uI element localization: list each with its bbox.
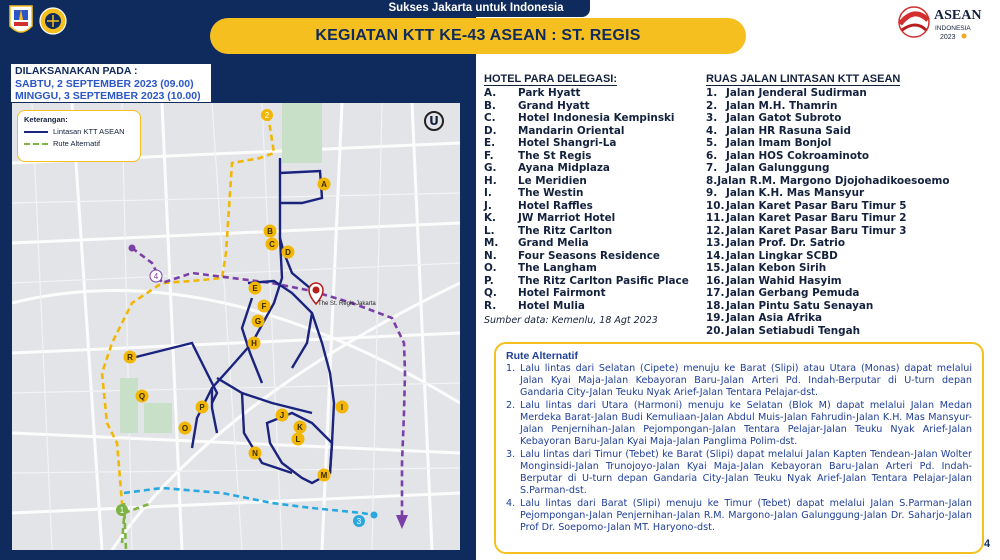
hotel-marker-letter: A (321, 180, 327, 189)
alternative-route-item (506, 449, 972, 497)
road-list-item (706, 87, 946, 100)
hotel-letter: F. (484, 149, 494, 162)
hotel-list-item (484, 275, 704, 288)
road-number: 11. (706, 212, 725, 224)
alternative-route-text: Lalu lintas dari Utara (Harmoni) menuju ke Selatan (Blok M) dapat melalui Jalan Medan Merdeka Barat-Jalan Budi Kemuliaan-Jalan Abdul Muis-Jalan Fahrudin-Jalan K.H. Mas Mansyur-Jalan Penjernihan-Jalan Pejompongan-Jalan Tentara Pelajar-Jalan Teuku Nyak Arief-Jalan Kebayoran Baru-Jalan Kyai Maja-Jalan Panglima Polim-dst. (520, 400, 972, 447)
hotel-marker-letter: H (251, 339, 257, 348)
hotel-name: Ayana Midplaza (518, 162, 610, 174)
hotel-name: Hotel Indonesia Kempinski (518, 112, 675, 124)
road-list-item (706, 225, 946, 238)
road-list-item (706, 262, 946, 275)
hotel-marker-letter: P (199, 403, 205, 412)
hotel-marker-letter: C (269, 240, 275, 249)
legend-title: Keterangan: (24, 115, 68, 124)
road-name: Jalan Gatot Subroto (726, 112, 842, 124)
road-number: 4. (706, 124, 718, 137)
alternative-route-item (506, 363, 972, 399)
hotel-name: Hotel Fairmont (518, 287, 606, 299)
road-list (706, 67, 950, 337)
road-number: 18. (706, 299, 725, 312)
hotel-name: Hotel Shangri-La (518, 137, 617, 149)
hotel-marker-q (136, 390, 149, 403)
hotel-marker-p (196, 401, 209, 414)
hotel-letter: C. (484, 112, 496, 124)
road-name: Jalan Karet Pasar Baru Timur 2 (726, 212, 907, 224)
page-number: 4 (984, 538, 991, 550)
hotel-marker-letter: M (320, 471, 328, 480)
alternative-route-number: 2. (506, 400, 516, 411)
hotel-marker-letter: E (252, 284, 258, 293)
road-list-item (706, 212, 946, 225)
road-number: 3. (706, 112, 718, 124)
asean-indonesia-2023-logo (888, 2, 998, 44)
road-number: 8. (706, 174, 718, 187)
hotel-marker-c (266, 238, 279, 251)
road-number: 20. (706, 324, 725, 337)
hotel-marker-m (318, 469, 331, 482)
hotel-marker-letter: D (285, 248, 291, 257)
hotel-marker-d (282, 246, 295, 259)
hotel-marker-f (258, 300, 271, 313)
road-name: Jalan Asia Afrika (726, 312, 823, 324)
hotel-list-item (484, 212, 704, 225)
route-number-3: 3 (356, 517, 362, 526)
hotel-name: Grand Hyatt (518, 99, 590, 112)
hotel-name: Mandarin Oriental (518, 124, 625, 137)
hotel-marker-letter: B (267, 227, 273, 236)
hotel-marker-k (294, 421, 307, 434)
road-number: 17. (706, 287, 725, 299)
road-list-item (706, 325, 946, 338)
hotel-letter: N. (484, 249, 497, 262)
hotel-marker-letter: F (261, 302, 267, 311)
road-list-item (706, 312, 946, 325)
legend-item-alt-route (24, 139, 134, 148)
hotel-name: Park Hyatt (518, 87, 581, 99)
hotel-marker-h (248, 337, 261, 350)
alternative-route-item (506, 400, 972, 448)
hotel-list-item (484, 137, 704, 150)
road-list-item (706, 100, 946, 113)
alternative-routes-title: Rute Alternatif (506, 350, 578, 362)
hotel-marker-letter: L (295, 435, 301, 444)
hotel-marker-i (336, 401, 349, 414)
hotel-marker-g (252, 315, 265, 328)
hotel-letter: D. (484, 124, 497, 137)
hotel-name: The Langham (518, 262, 597, 274)
hotel-letter: A. (484, 87, 497, 99)
road-name: Jalan HOS Cokroaminoto (726, 149, 870, 162)
hotel-name: Grand Melia (518, 237, 589, 249)
route-map (12, 103, 460, 550)
hotel-name: Hotel Mulia (518, 299, 585, 312)
road-list-item (706, 125, 946, 138)
road-name: Jalan Lingkar SCBD (726, 249, 838, 262)
road-number: 2. (706, 99, 718, 112)
route-number-1: 1 (119, 506, 125, 515)
hotel-marker-letter: N (252, 449, 258, 458)
hotel-name: Hotel Raffles (518, 199, 593, 212)
road-name: Jalan R.M. Margono Djojohadikoesoemo (717, 174, 950, 187)
svg-text:ASEAN: ASEAN (934, 8, 982, 23)
hotel-letter: G. (484, 162, 497, 174)
hotel-list-item (484, 225, 704, 238)
road-list-item (706, 112, 946, 125)
hotel-list-item (484, 125, 704, 138)
schedule-date-2: MINGGU, 3 SEPTEMBER 2023 (10.00) (15, 90, 201, 102)
hotel-letter: P. (484, 274, 494, 287)
hotel-letter: R. (484, 299, 497, 312)
hotel-marker-letter: J (279, 411, 285, 420)
hotel-list-title: HOTEL PARA DELEGASI: (484, 73, 618, 85)
ministry-emblem-icon (38, 6, 68, 36)
hotel-list (484, 67, 704, 326)
road-name: Jalan Karet Pasar Baru Timur 3 (726, 224, 907, 237)
road-name: Jalan M.H. Thamrin (726, 99, 838, 112)
hotel-name: Le Meridien (518, 174, 587, 187)
hotel-name: JW Marriot Hotel (518, 212, 616, 224)
road-number: 6. (706, 149, 718, 162)
hotel-letter: H. (484, 174, 497, 187)
road-number: 13. (706, 237, 725, 249)
road-name: Jalan K.H. Mas Mansyur (726, 187, 865, 199)
hotel-name: The Ritz Carlton (518, 224, 613, 237)
hotel-marker-l (292, 433, 305, 446)
road-number: 5. (706, 137, 718, 149)
hotel-list-item (484, 87, 704, 100)
legend-label-alt: Rute Alternatif (53, 139, 101, 148)
hotel-letter: L. (484, 224, 495, 237)
svg-text:2023: 2023 (940, 34, 956, 41)
hotel-list-item (484, 237, 704, 250)
hotel-marker-letter: I (340, 403, 344, 412)
road-number: 9. (706, 187, 718, 199)
hotel-marker-n (249, 447, 262, 460)
hotel-source-note: Sumber data: Kemenlu, 18 Agt 2023 (484, 315, 658, 326)
legend-line-alt (24, 143, 48, 145)
hotel-letter: I. (484, 187, 492, 199)
hotel-list-item (484, 162, 704, 175)
schedule-box (11, 64, 211, 102)
hotel-marker-a (318, 178, 331, 191)
hotel-marker-letter: O (181, 424, 189, 433)
road-name: Jalan HR Rasuna Said (726, 124, 851, 137)
legend-label-main: Lintasan KTT ASEAN (53, 127, 125, 136)
st-regis-map-label: The St. Regis Jakarta (318, 301, 376, 307)
svg-text:INDONESIA: INDONESIA (935, 25, 971, 32)
map-legend (17, 110, 141, 162)
hotel-list-item (484, 150, 704, 163)
alternative-route-text: Lalu lintas dari Timur (Tebet) ke Barat (Slipi) dapat melalui Jalan Kapten Tendean-Jalan Wolter Monginsidi-Jalan Trunojoyo-Jalan Kyai Maja-Jalan Kebayoran Baru-Jalan Arteri Pd. Indah-Berputar di U-turn depan Gandaria City-Jalan Teuku Nyak Arief-Jalan Tentara Pelajar-Jalan S.Parman-dst. (520, 449, 972, 496)
route-number-4: 4 (153, 272, 159, 281)
hotel-list-item (484, 250, 704, 263)
hotel-marker-e (249, 282, 262, 295)
hotel-marker-letter: R (127, 353, 133, 362)
hotel-list-item (484, 300, 704, 313)
road-name: Jalan Galunggung (726, 162, 830, 174)
hotel-list-item (484, 262, 704, 275)
road-number: 14. (706, 249, 725, 262)
road-list-item (706, 162, 946, 175)
hotel-name: The St Regis (518, 149, 592, 162)
route-number-2: 2 (264, 111, 270, 120)
north-arrow-icon: U (424, 111, 444, 131)
road-list-item (706, 275, 946, 288)
road-name: Jalan Gerbang Pemuda (726, 287, 860, 299)
hotel-letter: M. (484, 237, 499, 249)
hotel-name: The Westin (518, 187, 584, 199)
road-name: Jalan Setiabudi Tengah (726, 324, 860, 337)
hotel-marker-letter: K (297, 423, 303, 432)
hotel-marker-o (179, 422, 192, 435)
alternative-route-number: 4. (506, 498, 516, 509)
hotel-marker-letter: G (254, 317, 262, 326)
road-list-item (706, 300, 946, 313)
legend-line-main (24, 131, 48, 133)
road-number: 16. (706, 274, 725, 287)
hotel-list-item (484, 200, 704, 213)
hotel-list-item (484, 100, 704, 113)
road-number: 12. (706, 224, 725, 237)
alternative-route-number: 3. (506, 449, 516, 460)
top-banner: Sukses Jakarta untuk Indonesia (362, 0, 590, 17)
jakarta-emblem-icon (8, 4, 34, 38)
hotel-list-item (484, 187, 704, 200)
road-number: 7. (706, 162, 718, 174)
hotel-letter: Q. (484, 287, 497, 299)
road-name: Jalan Jenderal Sudirman (726, 87, 867, 99)
road-list-item (706, 250, 946, 263)
hotel-letter: B. (484, 99, 496, 112)
alternative-route-number: 1. (506, 363, 516, 374)
alternative-route-text: Lalu lintas dari Selatan (Cipete) menuju ke Barat (Slipi) atau Utara (Monas) dapat melalui Jalan Kyai Maja-Jalan Kebayoran Baru-Jalan Arteri Pd. Indah-Berputar di U-turn depan Gandaria City-Jalan Teuku Nyak Arief-Jalan Tentara Pelajar-dst. (520, 363, 972, 398)
hotel-list-item (484, 287, 704, 300)
alternative-routes-box (494, 342, 984, 554)
road-list-item (706, 287, 946, 300)
route-map-svg (12, 103, 460, 550)
hotel-name: The Ritz Carlton Pasific Place (518, 274, 689, 287)
road-name: Jalan Pintu Satu Senayan (726, 299, 874, 312)
hotel-letter: O. (484, 262, 497, 274)
road-list-item (706, 137, 946, 150)
road-name: Jalan Karet Pasar Baru Timur 5 (726, 199, 907, 212)
hotel-list-item (484, 112, 704, 125)
road-number: 10. (706, 199, 725, 212)
road-name: Jalan Wahid Hasyim (726, 274, 842, 287)
hotel-marker-b (264, 225, 277, 238)
hotel-marker-letter: Q (138, 392, 146, 401)
hotel-list-item (484, 175, 704, 188)
road-list-item (706, 237, 946, 250)
hotel-marker-j (276, 409, 289, 422)
road-list-title: RUAS JALAN LINTASAN KTT ASEAN (706, 73, 901, 85)
hotel-name: Four Seasons Residence (518, 249, 660, 262)
page-title: KEGIATAN KTT KE-43 ASEAN : ST. REGIS (210, 18, 746, 54)
alternative-route-text: Lalu lintas dari Barat (Slipi) menuju ke Timur (Tebet) dapat melalui Jalan S.Parman-Jalan Pejompongan-Jalan Penjernihan-Jalan R.M. Margono-Jalan Galunggung-Jalan Dr. Saharjo-Jalan Prof Dr. Soepomo-Jalan MT. Haryono-dst. (520, 498, 972, 533)
schedule-date-1: SABTU, 2 SEPTEMBER 2023 (09.00) (15, 77, 194, 90)
hotel-marker-r (124, 351, 137, 364)
road-number: 1. (706, 87, 718, 99)
road-list-item (706, 187, 946, 200)
schedule-title: DILAKSANAKAN PADA : (15, 65, 138, 77)
road-list-item (706, 200, 946, 213)
road-number: 19. (706, 312, 725, 324)
hotel-letter: J. (484, 199, 492, 212)
legend-item-main-route (24, 127, 134, 136)
hotel-letter: E. (484, 137, 496, 149)
road-number: 15. (706, 262, 725, 274)
road-list-item (706, 174, 950, 188)
alternative-route-item (506, 498, 972, 534)
road-name: Jalan Prof. Dr. Satrio (726, 237, 845, 249)
road-list-item (706, 150, 946, 163)
hotel-letter: K. (484, 212, 496, 224)
road-name: Jalan Kebon Sirih (726, 262, 827, 274)
road-name: Jalan Imam Bonjol (726, 137, 832, 149)
